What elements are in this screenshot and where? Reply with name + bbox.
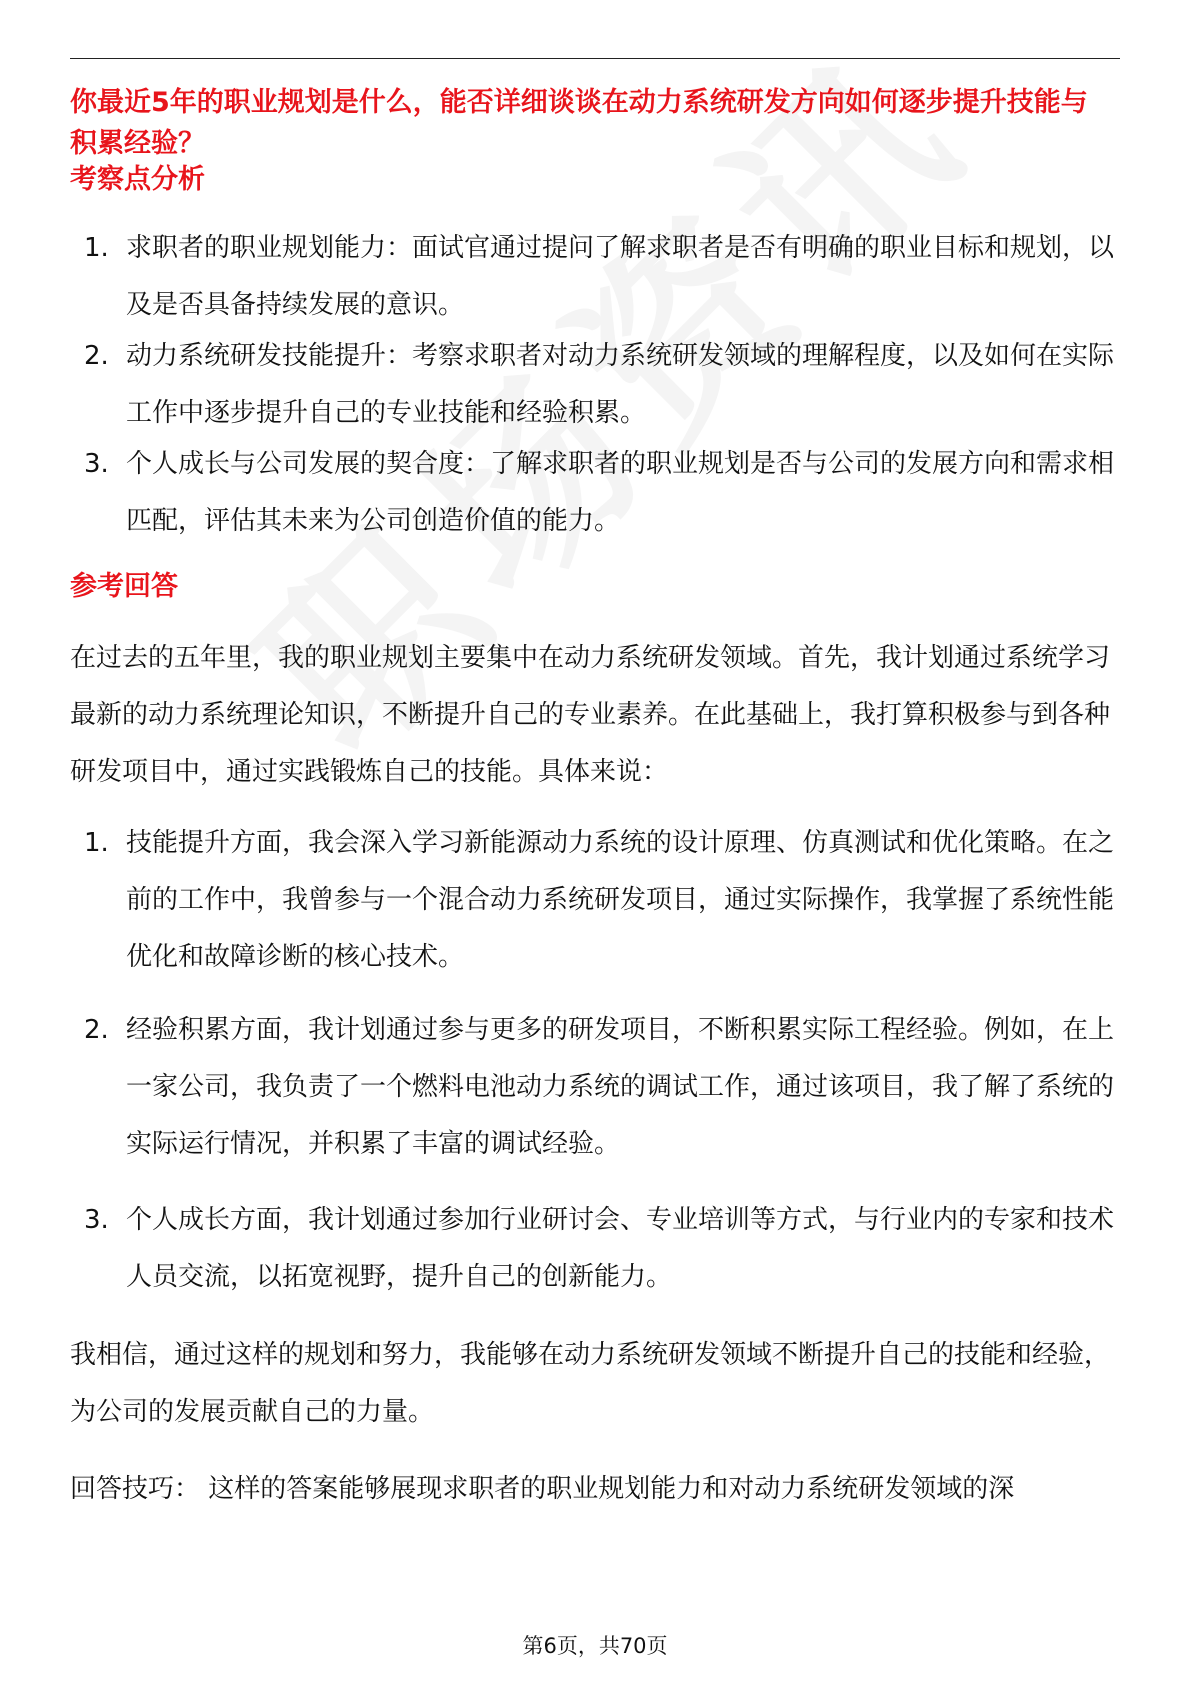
- analysis-item-2: [84, 328, 1114, 442]
- analysis-title: 考察点分析: [70, 164, 205, 195]
- answer-item-1: [84, 815, 1114, 986]
- list-text: 个人成长与公司发展的契合度：了解求职者的职业规划是否与公司的发展方向和需求相匹配，评估其未来为公司创造价值的能力。: [126, 449, 1115, 536]
- answer-title: 参考回答: [70, 571, 178, 602]
- list-number: 2.: [84, 1015, 109, 1045]
- answer-tip: 回答技巧： 这样的答案能够展现求职者的职业规划能力和对动力系统研发领域的深: [70, 1474, 1015, 1504]
- list-number: 2.: [84, 341, 109, 371]
- list-number: 1.: [84, 233, 109, 263]
- list-number: 1.: [84, 828, 109, 858]
- answer-item-3: [84, 1192, 1114, 1306]
- list-text: 技能提升方面，我会深入学习新能源动力系统的设计原理、仿真测试和优化策略。在之前的工作中，我曾参与一个混合动力系统研发项目，通过实际操作，我掌握了系统性能优化和故障诊断的核心技术。: [126, 828, 1115, 972]
- answer-item-2: [84, 1002, 1114, 1173]
- page-number: 第6页，共70页: [522, 1634, 668, 1658]
- analysis-item-1: [84, 220, 1114, 334]
- answer-conclusion: 我相信，通过这样的规划和努力，我能够在动力系统研发领域不断提升自己的技能和经验，为公司的发展贡献自己的力量。: [70, 1340, 1111, 1427]
- list-text: 个人成长方面，我计划通过参加行业研讨会、专业培训等方式，与行业内的专家和技术人员交流，以拓宽视野，提升自己的创新能力。: [126, 1205, 1115, 1292]
- answer-intro: 在过去的五年里，我的职业规划主要集中在动力系统研发领域。首先，我计划通过系统学习最新的动力系统理论知识，不断提升自己的专业素养。在此基础上，我打算积极参与到各种研发项目中，通过实践锻炼自己的技能。具体来说：: [70, 643, 1111, 787]
- list-text: 经验积累方面，我计划通过参与更多的研发项目，不断积累实际工程经验。例如，在上一家公司，我负责了一个燃料电池动力系统的调试工作，通过该项目，我了解了系统的实际运行情况，并积累了丰富的调试经验。: [126, 1015, 1115, 1159]
- list-text: 求职者的职业规划能力：面试官通过提问了解求职者是否有明确的职业目标和规划，以及是否具备持续发展的意识。: [126, 233, 1115, 320]
- analysis-item-3: [84, 436, 1114, 550]
- question-heading: 你最近5年的职业规划是什么，能否详细谈谈在动力系统研发方向如何逐步提升技能与积累经验？: [70, 87, 1088, 159]
- list-number: 3.: [84, 449, 109, 479]
- top-divider: [70, 58, 1120, 59]
- list-number: 3.: [84, 1205, 109, 1235]
- list-text: 动力系统研发技能提升：考察求职者对动力系统研发领域的理解程度，以及如何在实际工作中逐步提升自己的专业技能和经验积累。: [126, 341, 1115, 428]
